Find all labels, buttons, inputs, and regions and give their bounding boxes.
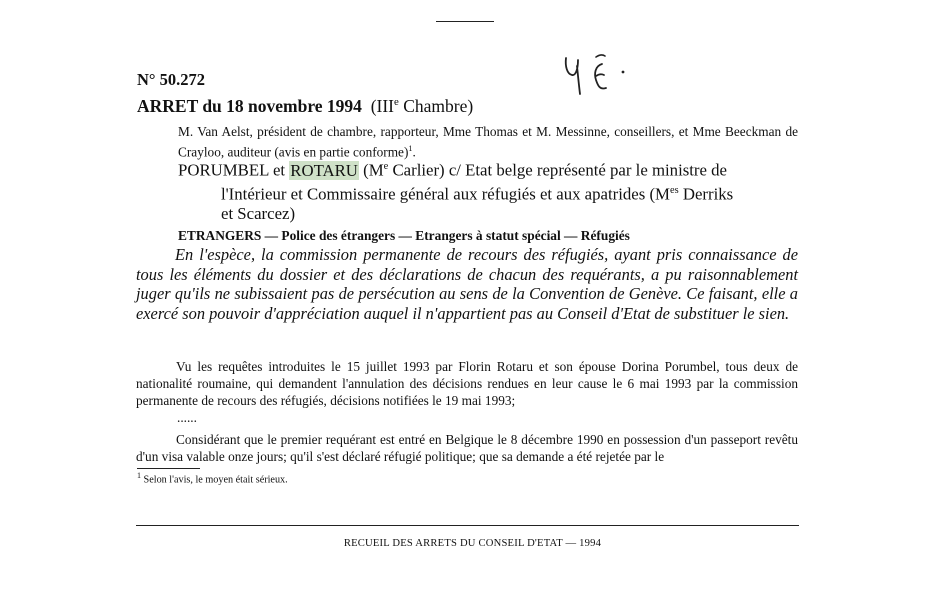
counsel-rest: Carlier) c/ Etat belge représenté par le ministre de — [388, 160, 727, 180]
composition-end: . — [412, 144, 416, 160]
top-rule — [436, 21, 494, 22]
arret-number: N° 50.272 — [137, 70, 206, 89]
footnote-text: Selon l'avis, le moyen était sérieux. — [141, 474, 288, 486]
paragraph-vu-text: Vu les requêtes introduites le 15 juillet 1993 par Florin Rotaru et son épouse Dorina Porumbel, tous deux de nationalité roumaine, qui demandent l'annulation des décisions rendues en leur cause le 6 mai 1993 par la commission permanente de recours des réfugiés, décisions notifiées le 19 mai 1993; — [136, 359, 798, 408]
arret-date: ARRET du 18 novembre 1994 — [137, 96, 362, 116]
footnote-ref: 1 — [408, 144, 413, 153]
arret-title — [137, 96, 473, 117]
ellipsis: ...... — [177, 410, 197, 425]
summary — [136, 245, 798, 323]
chamber-open: (III — [370, 96, 394, 116]
parties-line2-sup: es — [669, 184, 679, 196]
footnote — [137, 471, 288, 485]
keywords: ETRANGERS — Police des étrangers — Etrangers à statut spécial — Réfugiés — [178, 228, 630, 243]
summary-text: En l'espèce, la commission permanente de recours des réfugiés, ayant pris connaissance de tous les éléments du dossier et des déclarations de chacun des requérants, a pu raisonnablement juger qu'ils ne subissaient pas de persécution au sens de la Convention de Genève. Ce faisant, elle a exercé son pouvoir d'appréciation auquel il n'appartient pas au Conseil d'Etat de substituer le sien. — [136, 245, 798, 323]
chamber-close: Chambre) — [398, 96, 474, 116]
parties — [178, 157, 798, 224]
handwritten-mark — [558, 52, 638, 98]
highlighted-rotaru: ROTARU — [290, 160, 358, 180]
footnote-rule — [137, 468, 200, 469]
running-footer: RECUEIL DES ARRETS DU CONSEIL D'ETAT — 1994 — [343, 538, 602, 549]
paragraph-considerant-text: Considérant que le premier requérant est entré en Belgique le 8 décembre 1990 en possession d'un passeport revêtu d'un visa valable onze jours; qu'il s'est déclaré réfugié politique; que sa demande a été rejetée par le — [136, 432, 798, 464]
party-porumbel: PORUMBEL et — [178, 160, 290, 180]
parties-line2 — [178, 181, 798, 205]
parties-line2-end: Derriks — [678, 184, 734, 204]
footnote-marker: 1 — [137, 471, 141, 480]
counsel-open: (M — [358, 160, 384, 180]
chamber-sup: e — [394, 96, 399, 109]
paragraph-vu — [136, 358, 798, 409]
paragraph-considerant — [136, 431, 798, 465]
counsel-sup: e — [383, 161, 389, 172]
parties-line3: et Scarcez) — [221, 204, 296, 224]
parties-line2-text: l'Intérieur et Commissaire général aux réfugiés et aux apatrides (M — [221, 184, 670, 204]
composition-text: M. Van Aelst, président de chambre, rapporteur, Mme Thomas et M. Messinne, conseillers, et Mme Beeckman de Crayloo, auditeur (avis en partie conforme) — [178, 124, 798, 160]
bottom-rule — [136, 525, 799, 526]
composition — [178, 123, 798, 160]
